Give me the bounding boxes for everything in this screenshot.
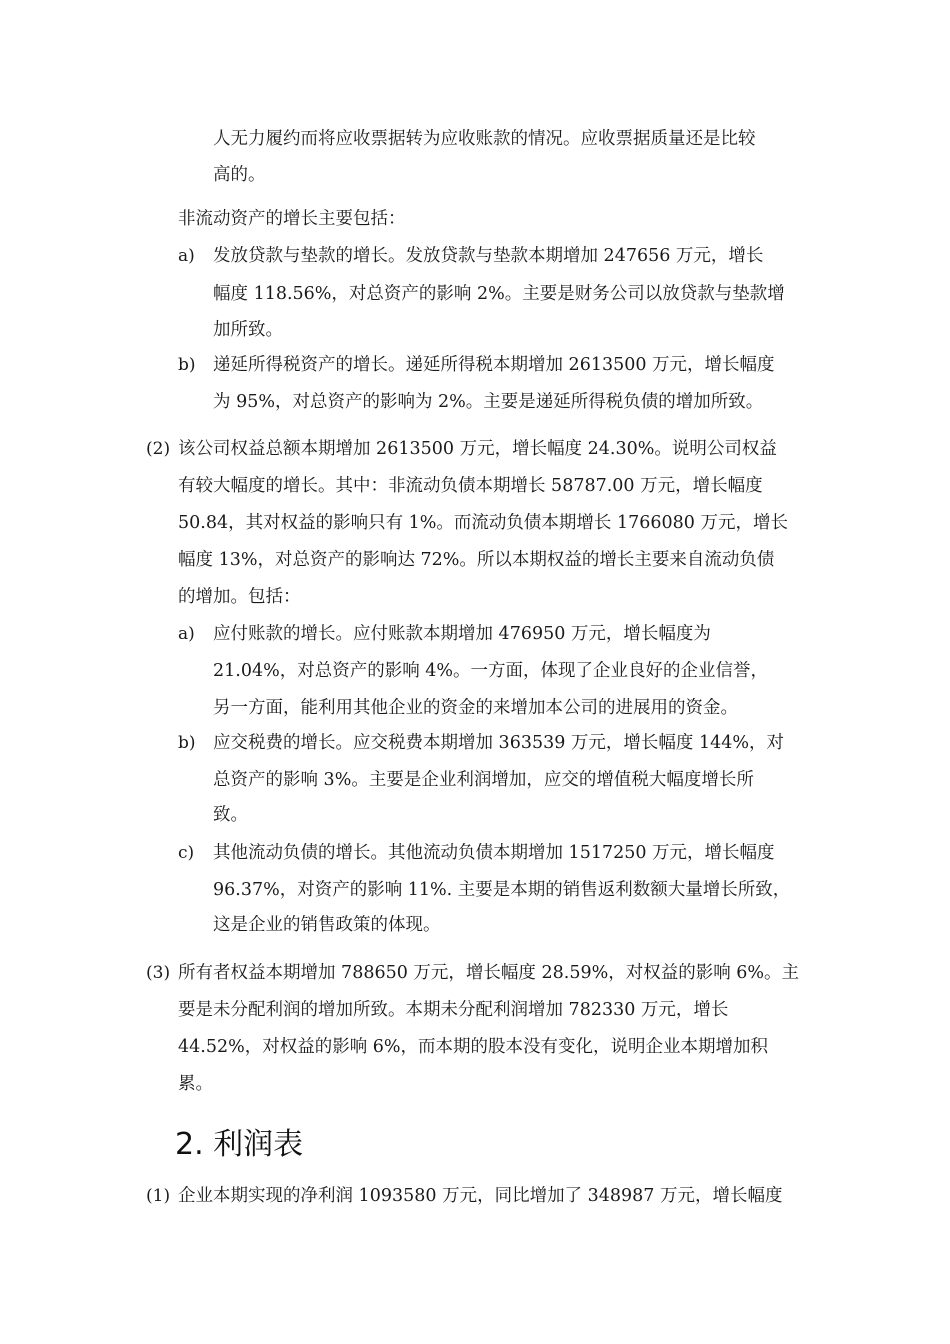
section2-item-c-line-1: 其他流动负债的增长。其他流动负债本期增加 1517250 万元，增长幅度: [213, 843, 775, 863]
section2-item-a-marker: a): [178, 624, 195, 644]
section2-item-b-marker: b): [178, 733, 196, 753]
section2-line-3: 50.84，其对权益的影响只有 1%。而流动负债本期增长 1766080 万元，增长: [178, 513, 788, 533]
noncurrent-item-a-line-2: 幅度 118.56%，对总资产的影响 2%。主要是财务公司以放贷款与垫款增: [213, 284, 785, 304]
noncurrent-item-b-marker: b): [178, 355, 196, 375]
section2-item-a-line-3: 另一方面，能利用其他企业的资金的来增加本公司的进展用的资金。: [213, 698, 738, 718]
section2-item-a-line-2: 21.04%，对总资产的影响 4%。一方面，体现了企业良好的企业信誉，: [213, 661, 769, 681]
income-statement-heading: 2. 利润表: [175, 1127, 304, 1162]
section2-item-c-marker: c): [178, 843, 195, 863]
noncurrent-item-b-line-2: 为 95%，对总资产的影响为 2%。主要是递延所得税负债的增加所致。: [213, 392, 764, 412]
noncurrent-item-a-line-1: 发放贷款与垫款的增长。发放贷款与垫款本期增加 247656 万元，增长: [213, 246, 764, 266]
intro-line-1: 人无力履约而将应收票据转为应收账款的情况。应收票据质量还是比较: [213, 129, 756, 149]
section2-item-b-line-3: 致。: [213, 805, 248, 825]
section2-line-4: 幅度 13%，对总资产的影响达 72%。所以本期权益的增长主要来自流动负债: [178, 550, 775, 570]
section2-line-2: 有较大幅度的增长。其中：非流动负债本期增长 58787.00 万元，增长幅度: [178, 476, 763, 496]
section2-item-c-line-2: 96.37%，对资产的影响 11%. 主要是本期的销售返利数额大量增长所致，: [213, 880, 791, 900]
section2-item-a-line-1: 应付账款的增长。应付账款本期增加 476950 万元，增长幅度为: [213, 624, 711, 644]
section2-line-1: 该公司权益总额本期增加 2613500 万元，增长幅度 24.30%。说明公司权益: [178, 439, 777, 459]
section2-item-b-line-2: 总资产的影响 3%。主要是企业利润增加，应交的增值税大幅度增长所: [213, 770, 754, 790]
section2-item-c-line-3: 这是企业的销售政策的体现。: [213, 915, 441, 935]
section3-line-1: 所有者权益本期增加 788650 万元，增长幅度 28.59%，对权益的影响 6%。主: [178, 963, 800, 983]
noncurrent-item-a-line-3: 加所致。: [213, 320, 283, 340]
profit-marker: (1): [146, 1186, 171, 1206]
noncurrent-title: 非流动资产的增长主要包括：: [178, 209, 406, 229]
section3-marker: (3): [146, 963, 171, 983]
intro-line-2: 高的。: [213, 165, 266, 185]
section3-line-4: 累。: [178, 1074, 213, 1094]
section2-item-b-line-1: 应交税费的增长。应交税费本期增加 363539 万元，增长幅度 144%，对: [213, 733, 785, 753]
noncurrent-item-b-line-1: 递延所得税资产的增长。递延所得税本期增加 2613500 万元，增长幅度: [213, 355, 775, 375]
section3-line-3: 44.52%，对权益的影响 6%，而本期的股本没有变化，说明企业本期增加积: [178, 1037, 769, 1057]
section3-line-2: 要是未分配利润的增加所致。本期未分配利润增加 782330 万元，增长: [178, 1000, 729, 1020]
noncurrent-item-a-marker: a): [178, 246, 195, 266]
profit-line-1: 企业本期实现的净利润 1093580 万元，同比增加了 348987 万元，增长幅度: [178, 1186, 783, 1206]
section2-line-5: 的增加。包括：: [178, 587, 301, 607]
section2-marker: (2): [146, 439, 171, 459]
